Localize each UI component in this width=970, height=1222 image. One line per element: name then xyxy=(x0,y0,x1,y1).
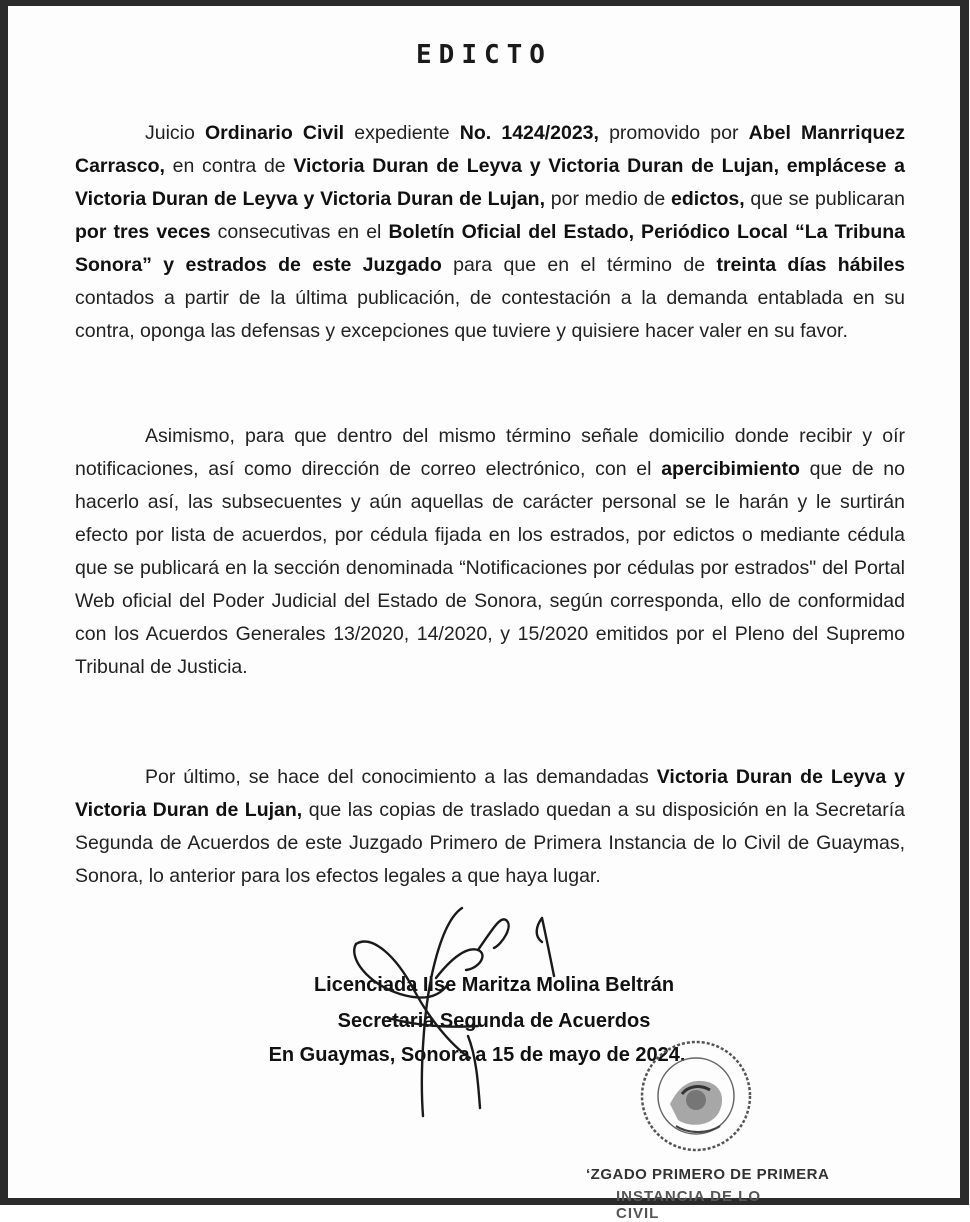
p1-bold: por tres veces xyxy=(75,221,211,243)
paragraph-notifications xyxy=(75,420,905,684)
p1-text: por medio de xyxy=(545,188,671,210)
p2-bold: apercibimiento xyxy=(661,458,800,480)
p1-text: expediente xyxy=(344,122,460,144)
p1-text: que se publicaran xyxy=(744,188,905,210)
p3-text: que las copias de traslado quedan a su disposición en la Secretaría Segunda de Acuerdos de este Juzgado Primero de Primera Instancia de lo Civil de Guaymas, Sonora, lo anterior para los efectos legales a que haya lugar. xyxy=(75,799,906,887)
p1-bold: Abel Manrriquez Carrasco, xyxy=(75,122,906,177)
p1-text: contados a partir de la última publicación, de contestación a la demanda entablada en su contra, oponga las defensas y excepciones que tuviere y quisiere hacer valer en su favor. xyxy=(75,287,905,342)
seal-caption-text: ZGADO PRIMERO DE PRIMERA xyxy=(590,1166,830,1183)
seal-caption-cutoff xyxy=(616,1188,806,1222)
p1-text: Juicio xyxy=(145,122,205,144)
handwritten-signature-icon xyxy=(328,886,588,1126)
p1-bold: No. 1424/2023, xyxy=(459,122,599,144)
p1-bold: Victoria Duran de Leyva y Victoria Duran de Lujan, emplácese a Victoria Duran de Leyva y Victoria Duran de Lujan, xyxy=(75,155,905,210)
p1-bold: Ordinario Civil xyxy=(205,122,345,144)
seal-caption: ‘ZGADO PRIMERO DE PRIMERA xyxy=(586,1166,830,1183)
p3-bold: Victoria Duran de Leyva y Victoria Duran de Lujan, xyxy=(75,766,905,821)
p2-text: que de no hacerlo así, las subsecuentes y aún aquellas de carácter personal se le harán y le surtirán efecto por lista de acuerdos, por cédula fijada en los estrados, por edictos o mediante cédula que se publicará en la sección denominada “Notificaciones por cédulas por estrados" del Portal Web oficial del Poder Judicial del Estado de Sonora, según corresponda, ello de conformidad con los Acuerdos Generales 13/2020, 14/2020, y 15/2020 emitidos por el Pleno del Supremo Tribunal de Justicia. xyxy=(75,458,905,678)
place-and-date: En Guaymas, Sonora a 15 de mayo de 2024. xyxy=(268,1044,686,1066)
document-title: EDICTO xyxy=(416,40,552,70)
paragraph-final xyxy=(75,761,905,893)
p3-text: Por último, se hace del conocimiento a las demandadas xyxy=(145,766,657,788)
p1-text: promovido por xyxy=(598,122,749,144)
p1-text: en contra de xyxy=(164,155,294,177)
p1-text: para que en el término de xyxy=(441,254,717,276)
paragraph-summons xyxy=(75,117,905,348)
signatory-role: Secretaria Segunda de Acuerdos xyxy=(337,1010,651,1032)
p1-bold: treinta días hábiles xyxy=(716,254,905,276)
p2-text: Asimismo, para que dentro del mismo término señale domicilio donde recibir y oír notificaciones, así como dirección de correo electrónico, con el xyxy=(75,425,905,480)
p1-bold: Boletín Oficial del Estado, Periódico Local “La Tribuna Sonora” y estrados de este Juzgado xyxy=(75,221,905,276)
court-seal-icon xyxy=(630,1034,770,1164)
p1-bold: edictos, xyxy=(670,188,745,210)
signatory-name: Licenciada Ilse Maritza Molina Beltrán xyxy=(313,974,675,996)
p1-text: consecutivas en el xyxy=(210,221,389,243)
seal-caption-cut-text: INSTANCIA DE LO CIVIL xyxy=(616,1188,761,1222)
